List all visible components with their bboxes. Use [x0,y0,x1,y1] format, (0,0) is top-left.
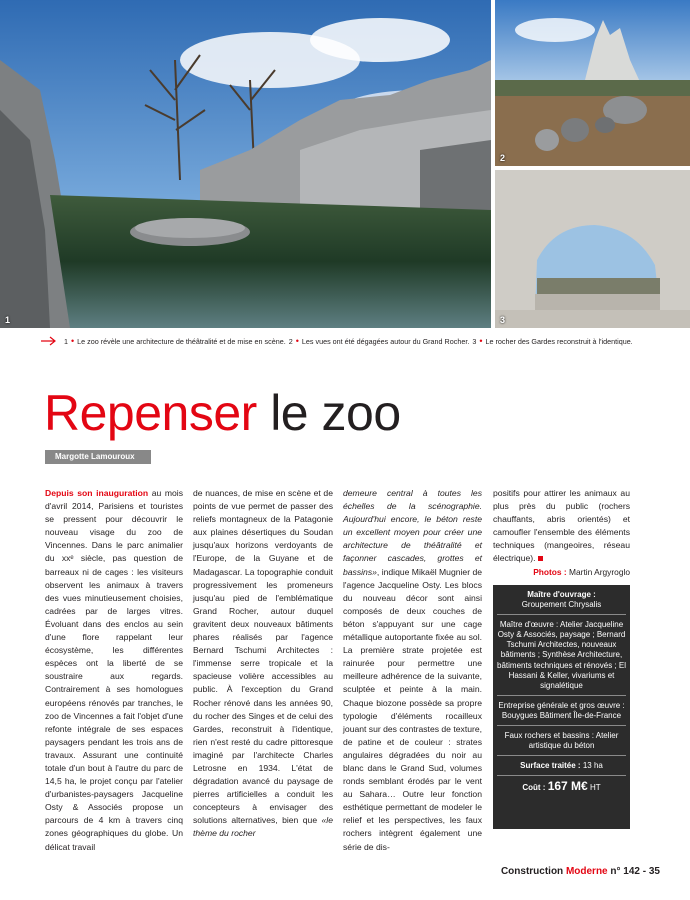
photo-number: 1 [5,315,11,325]
credit-cost: Coût : 167 M€ HT [522,779,601,794]
photo-number: 3 [500,315,506,325]
page-footer [501,866,660,877]
caption-number-3: 3 [472,336,477,346]
end-mark-icon [538,556,543,561]
caption-text-2: Les vues ont été dégagées autour du Grand Rocher. [301,336,470,346]
caption-text-3: Le rocher des Gardes reconstruit à l'identique. [485,336,633,346]
issue-number: n° 142 - [610,866,647,877]
photo-credit [493,566,630,579]
body-column-1 [45,487,183,854]
photo-rocher-gardes [495,170,690,328]
magazine-name-part-1: Construction [500,866,564,877]
arrow-right-icon [40,336,58,346]
photo-number: 2 [500,153,506,163]
photo-main-lagoon [0,0,491,328]
caption-number-1: 1 [64,336,68,346]
credit-owner: Maître d'ouvrage : Groupement Chrysalis [497,585,626,615]
column-4-text: positifs pour attirer les animaux au plus près du public (rochers chauffants, abris orientés) et camoufler l'ensemble des éléments techniques (mangeoires, réseau électrique). [493,488,630,564]
bullet-icon: • [295,335,299,346]
column-2-text: de nuances, de mise en scène et de points de vue permet de passer des reliefs montagneux de la Patagonie aux plaines désertiques du Soudan jusqu'aux horizons verdoyants de l'Europe, de la Guyane et de Madagascar. La topographie conduit progressivement les promeneurs jusqu'au pied de l'emblématique Grand Rocher, autour duquel gravitent deux nouveaux bâtiments phares réalisés par l'agence Bernard Tschumi Architectes : l'immense serre tropicale et la spacieuse volière accessibles au public. À l'exception du Grand Rocher rénové dans les années 90, du rocher des Singes et de celui des Gardes, reconstruit à l'identique, rien n'est resté du cadre pittoresque imaginé par l'architecte Charles Letrosne en 1934. L'état de dégradation avancé du paysage de pierres artificielles a conduit les concepteurs à envisager des solutions alternatives, bien que [193,488,333,826]
lead-in: Depuis son inauguration [45,488,149,498]
photo-grand-rocher [495,0,690,166]
bullet-icon: • [71,335,75,346]
author-bar: Margotte Lamouroux [45,450,151,464]
project-credits-box [493,585,630,829]
photo-credit-label: Photos : [533,566,567,577]
photo-caption [40,336,680,346]
lagoon-image [0,0,491,328]
body-column-4 [493,487,630,579]
article-headline [44,384,401,442]
body-column-3 [343,487,482,854]
page-number: 35 [648,866,660,877]
credit-contractor: Entreprise générale et gros œuvre : Bouygues Bâtiment Île-de-France [497,696,626,726]
column-3-text: , indique Mikaël Mugnier de l'agence Jacqueline Osty. Les blocs du nouveau décor sont ainsi composés de deux couches de béton s'appuyant sur une cage métallique autoportante fixée au sol. La première strate projetée est rainurée pour permettre une meilleure adhérence de la suivante, sculptée et peinte à la main. Chaque biozone possède sa propre typologie d'éléments rocailleux jouant sur des contrastes de texture, de patine et de couleur : strates angulaires dégradées du noir au blanc dans le Grand Sud, volumes ronds semblant érodés par le vent au Sahara… Outre leur fonction esthétique permettant de modeler le relief et les perspectives, les faux rochers intègrent également une série de dis- [343,566,483,852]
column-1-text: au mois d'avril 2014, Parisiens et touristes se pressent pour découvrir le nouveau visage du zoo de Vincennes. Dans le parc animalier du xxᵉ siècle, pas question de barreaux ni de cages : les visiteurs observent les animaux à travers des vues minutieusement choisies, cadrées par de larges vitres. Évoluant dans des enclos au sein d'une flore rappelant leur écosystème, les différentes espèces ont la liberté de se soustraire aux regards. Contrairement à ses homologues européens rénovés par tranches, le zoo de Vincennes a fait l'objet d'une refonte intégrale de ses espaces paysagers pendant les trois ans de travaux. Assurant une continuité totale d'un bout à l'autre du parc de 14,5 ha, le projet conçu par l'atelier d'urbanistes-paysagers Jacqueline Osty & Associés propose un parcours de 4 km à travers cinq zones géographiques du globe. Un délicat travail [45,488,183,852]
photo-credit-name: Martin Argyroglo [569,566,630,577]
credit-surface: Surface traitée : 13 ha [497,756,626,776]
quote-continued: demeure central à toutes les échelles de la scénographie. Aujourd'hui encore, le béton reste un excellent moyen pour créer une architecture de théâtralité et façonner cascades, grottes et bassins» [343,488,482,577]
rocher-gardes-image [495,170,690,328]
caption-text-1: Le zoo révèle une architecture de théâtralité et de mise en scène. [77,336,286,346]
body-column-2 [193,487,333,841]
headline-part-1: Repenser [44,385,257,441]
headline-part-2: le zoo [270,385,401,441]
caption-number-2: 2 [288,336,293,346]
credit-rocks: Faux rochers et bassins : Atelier artistique du béton [497,726,626,756]
credit-architect: Maître d'œuvre : Atelier Jacqueline Osty & Associés, paysage ; Bernard Tschumi Architectes, nouveaux bâtiments ; Synthèse Architecture, bâtiments techniques et rénovés ; El Hassani & Keller, vivariums et signalétique [497,615,626,696]
magazine-name-part-2: Moderne [565,866,608,877]
bullet-icon: • [479,335,483,346]
quote-start: «le thème du rocher [193,815,333,839]
grand-rocher-image [495,0,690,166]
